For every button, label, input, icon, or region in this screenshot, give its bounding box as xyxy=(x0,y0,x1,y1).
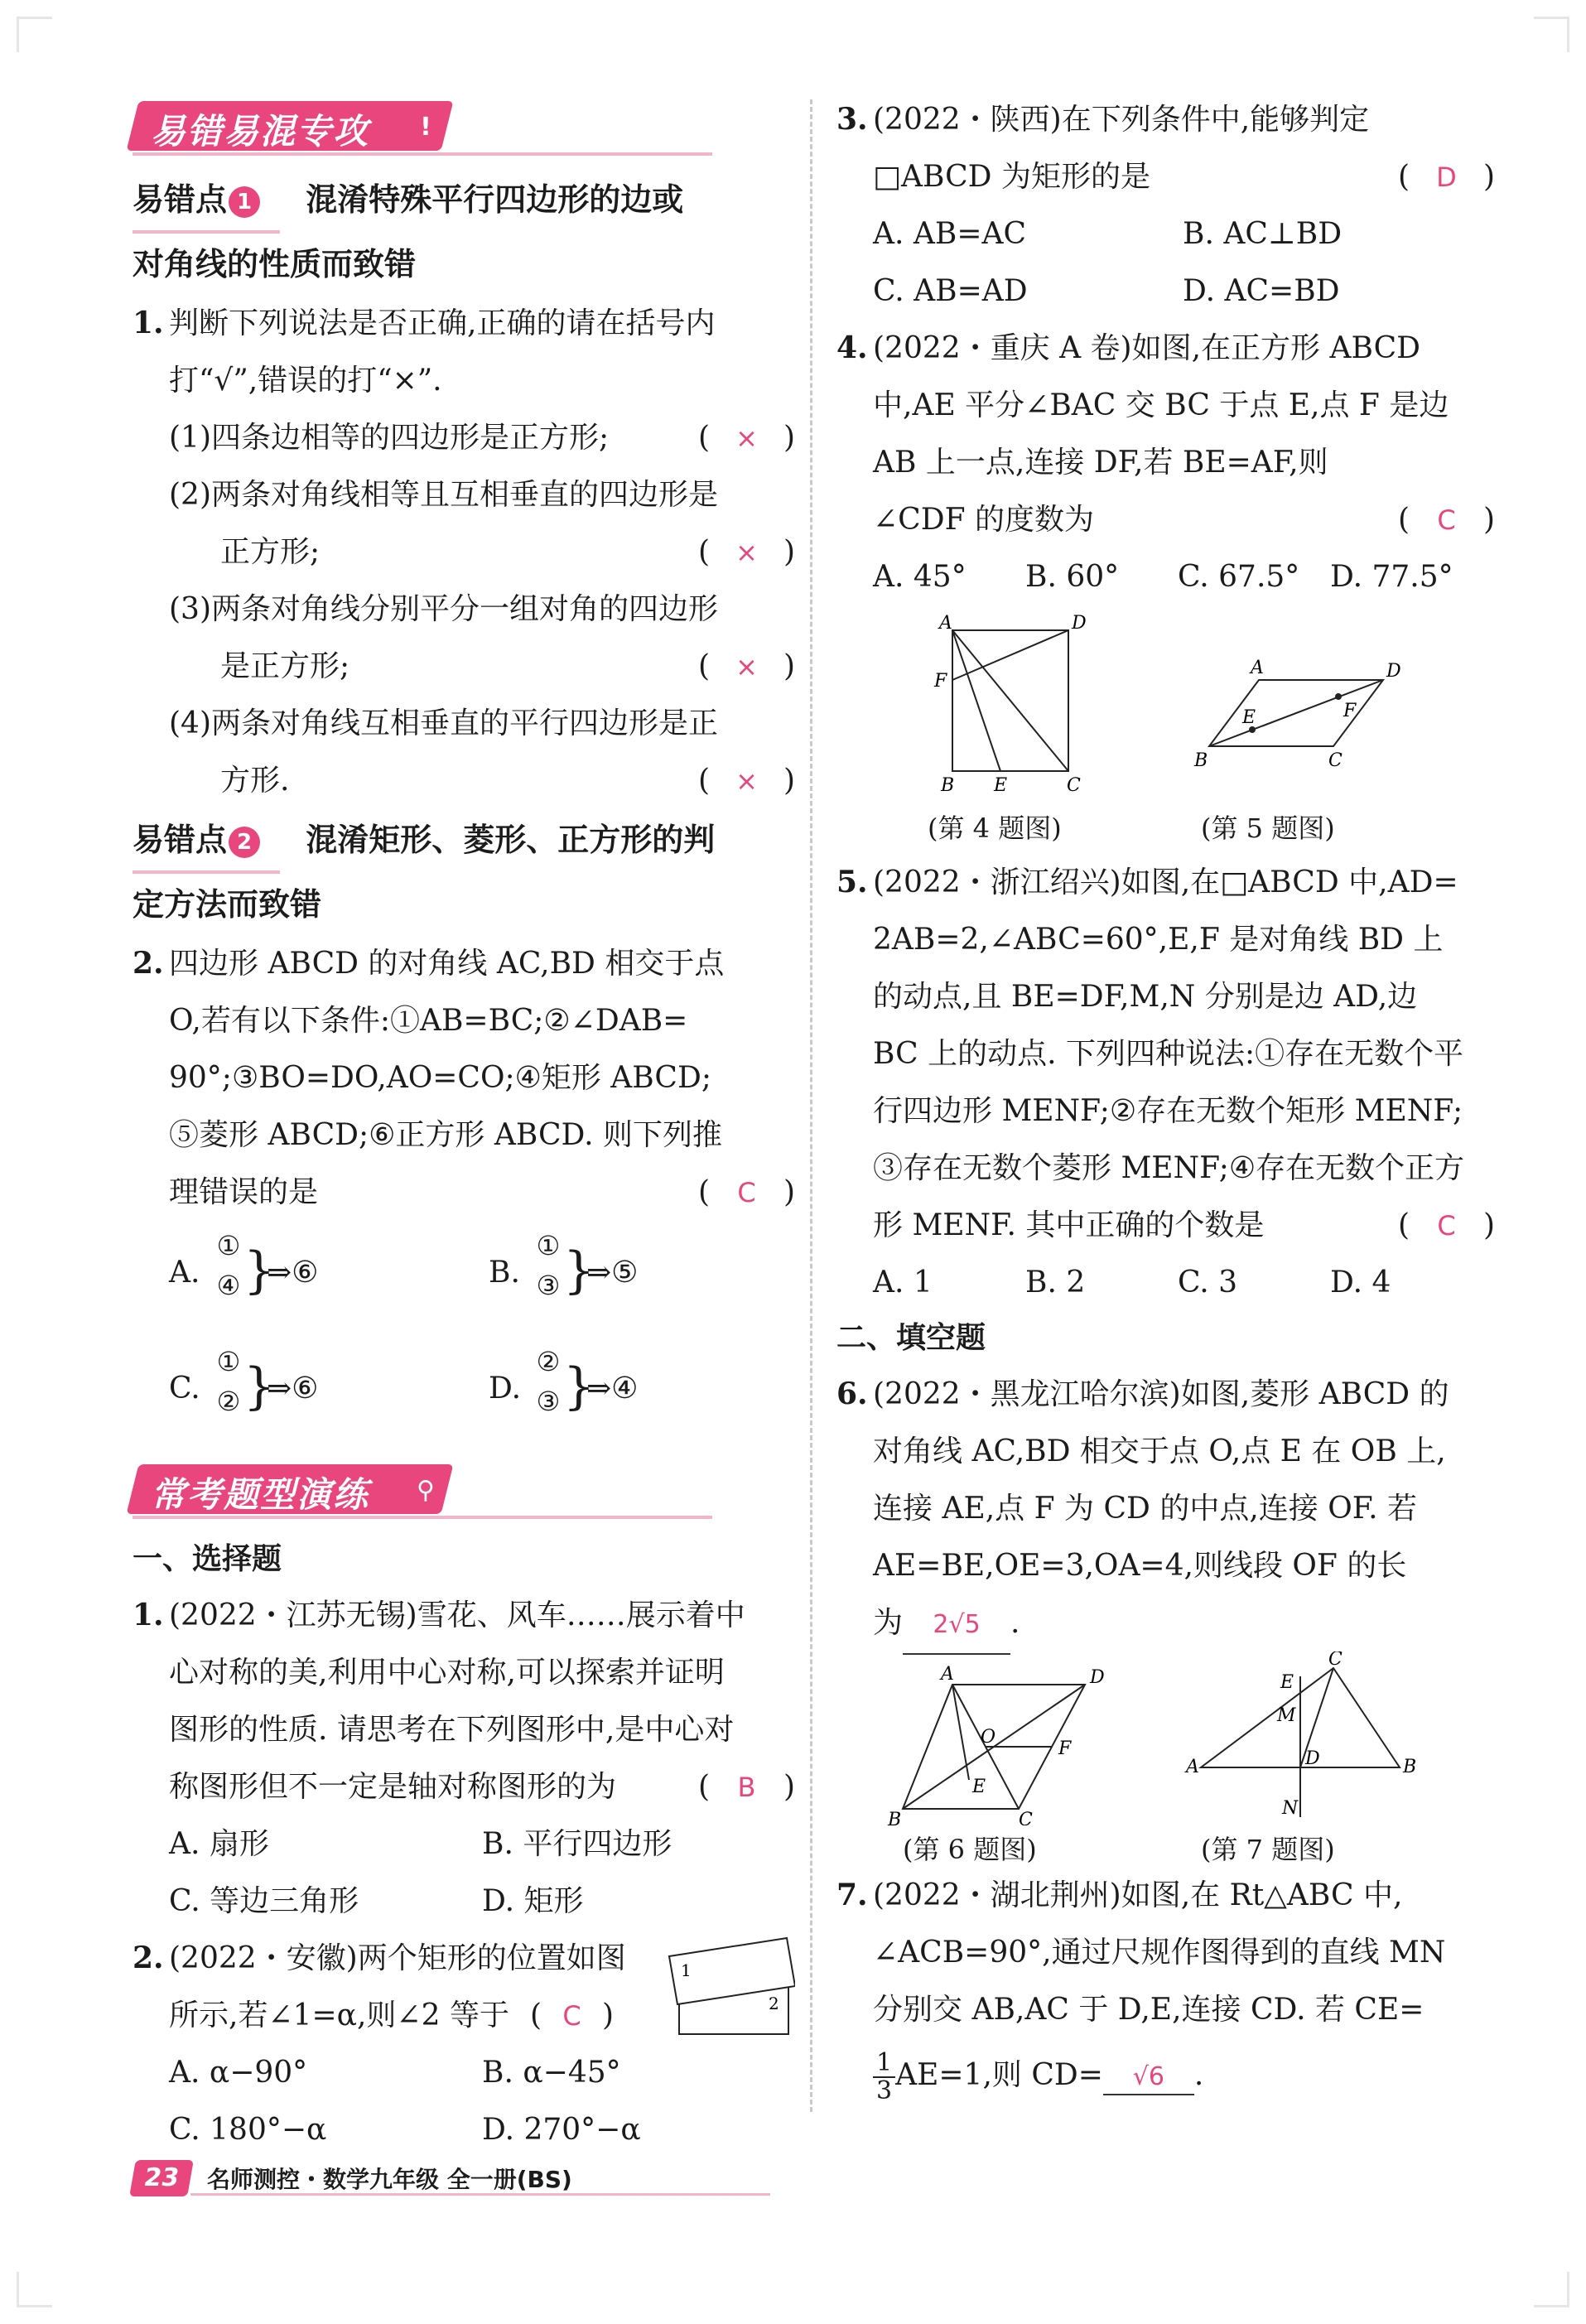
option: B. α−45° xyxy=(482,2056,621,2090)
error-point-badge: 1 xyxy=(229,186,260,218)
option: C. 180°−α xyxy=(169,2113,327,2147)
point-label: O xyxy=(981,1727,996,1748)
judge-item-cont: 方形. ( × ) xyxy=(220,764,795,798)
option: C. 等边三角形 xyxy=(169,1884,359,1918)
option: C. 3 xyxy=(1178,1266,1238,1299)
question-text: 中,AE 平分∠BAC 交 BC 于点 E,点 F 是边 xyxy=(873,388,1449,422)
options-row xyxy=(836,548,1495,605)
point-label: D xyxy=(1072,614,1087,634)
question-text: 的动点,且 BE=DF,M,N 分别是边 AD,边 xyxy=(873,980,1418,1014)
crop-mark xyxy=(17,17,52,52)
question-text: ⑤菱形 ABCD;⑥正方形 ABCD. 则下列推 xyxy=(169,1118,722,1152)
error-point-1-title-cont: 对角线的性质而致错 xyxy=(133,246,417,282)
judge-item: (4)两条对角线互相垂直的平行四边形是正 xyxy=(169,706,718,740)
crop-mark xyxy=(1534,2272,1569,2307)
options-row xyxy=(133,1815,795,1873)
question-text: 对角线 AC,BD 相交于点 O,点 E 在 OB 上, xyxy=(873,1434,1446,1468)
question-l1: 1. 判断下列说法是否正确,正确的请在括号内 xyxy=(133,306,716,340)
question-text: 理错误的是 ( C ) xyxy=(169,1175,795,1209)
point-label: D xyxy=(1305,1748,1320,1769)
answer-blank: √6 xyxy=(1103,2061,1194,2095)
brace-options-row: A. ① ④ } ⇒⑥ B. ① ③ } ⇒⑤ xyxy=(169,1230,639,1301)
option: D. 4 xyxy=(1330,1266,1391,1299)
point-label: E xyxy=(972,1777,986,1797)
judge-item: (3)两条对角线分别平分一组对角的四边形 xyxy=(169,592,718,626)
question-text: 所示,若∠1=α,则∠2 等于 ( C ) xyxy=(169,1999,614,2032)
angle-label: 1 xyxy=(681,1960,692,1980)
brace-options-row: C. ① ② } ⇒⑥ D. ② ③ } ⇒④ xyxy=(169,1346,639,1417)
point-label: E xyxy=(994,775,1008,796)
question-text: 心对称的美,利用中心对称,可以探索并证明 xyxy=(169,1656,725,1690)
question-text: BC 上的动点. 下列四种说法:①存在无数个平 xyxy=(873,1037,1464,1071)
option: B. 60° xyxy=(1025,560,1120,594)
right-column xyxy=(836,91,1495,2113)
judge-item: (2)两条对角线相等且互相垂直的四边形是 xyxy=(169,478,718,512)
rhombus-figure xyxy=(886,1660,1135,1825)
point-label: A xyxy=(1251,658,1264,678)
option: B. AC⊥BD xyxy=(1183,217,1343,251)
point-label: D xyxy=(1386,661,1401,682)
point-label: C xyxy=(1328,1651,1343,1670)
option: D. 77.5° xyxy=(1330,560,1453,594)
point-label: C xyxy=(1019,1810,1033,1825)
option: D. AC=BD xyxy=(1183,274,1340,308)
judge-item: (1)四条边相等的四边形是正方形; ( × ) xyxy=(169,421,795,455)
option: A. AB=AC xyxy=(873,217,1027,251)
question-text: □ABCD 为矩形的是 ( D ) xyxy=(873,160,1495,194)
error-point-2-title: 易错点 2 混淆矩形、菱形、正方形的判 xyxy=(133,809,795,874)
question-l1-text: 打“√”,错误的打“×”. xyxy=(169,364,442,398)
banner-practice-title: 常考题型演练 xyxy=(151,1474,370,1515)
question-p4: 4. (2022・重庆 A 卷)如图,在正方形 ABCD xyxy=(836,330,1421,365)
magnifier-icon: ⚲ xyxy=(406,1471,446,1511)
banner-practice xyxy=(133,1459,795,1521)
question-text: 分别交 AB,AC 于 D,E,连接 CD. 若 CE= xyxy=(873,1993,1425,2027)
question-p6: 6. (2022・黑龙江哈尔滨)如图,菱形 ABCD 的 xyxy=(836,1377,1449,1411)
point-label: B xyxy=(888,1810,902,1825)
question-text: 行四边形 MENF;②存在无数个矩形 MENF; xyxy=(873,1094,1463,1128)
square-figure xyxy=(919,614,1118,796)
question-text: 2AB=2,∠ABC=60°,E,F 是对角线 BD 上 xyxy=(873,923,1444,957)
judge-item-cont: 是正方形; ( × ) xyxy=(220,649,795,683)
point-label: F xyxy=(1343,701,1357,721)
section-title: 二、填空题 xyxy=(836,1321,986,1355)
point-label: M xyxy=(1277,1705,1296,1726)
fraction: $\frac{1}{3}$ xyxy=(873,2050,895,2105)
question-p1: 1. (2022・江苏无锡)雪花、风车……展示着中 xyxy=(133,1598,745,1632)
point-label: C xyxy=(1328,750,1343,771)
question-text: 形 MENF. 其中正确的个数是 ( C ) xyxy=(873,1208,1495,1242)
point-label: N xyxy=(1282,1798,1299,1819)
question-text: 为 2√5 . xyxy=(836,1594,1495,1651)
error-point-1-title: 易错点 1 混淆特殊平行四边形的边或 xyxy=(133,169,795,234)
option: A. 扇形 xyxy=(169,1827,269,1861)
right-triangle-figure xyxy=(1184,1651,1433,1834)
banner-top-title: 易错易混专攻 xyxy=(151,111,370,152)
point-label: C xyxy=(1067,775,1081,796)
figure-caption: (第 4 题图) xyxy=(928,812,1062,844)
section-title: 一、选择题 xyxy=(133,1542,282,1576)
crop-mark xyxy=(1534,17,1569,52)
option: A. α−90° xyxy=(169,2056,308,2090)
option: B. 平行四边形 xyxy=(482,1827,672,1861)
option: A. 1 xyxy=(873,1266,933,1299)
judge-item-cont: 正方形; ( × ) xyxy=(220,535,795,569)
question-p7: 7. (2022・湖北荆州)如图,在 Rt△ABC 中, xyxy=(836,1878,1403,1912)
point-label: F xyxy=(934,671,947,692)
answer-blank: 2√5 xyxy=(903,1596,1010,1655)
column-divider xyxy=(810,99,812,2112)
question-text: 图形的性质. 请思考在下列图形中,是中心对 xyxy=(169,1713,735,1747)
option: B. 2 xyxy=(1025,1266,1086,1299)
options-row xyxy=(133,2101,795,2158)
error-point-2-title-cont: 定方法而致错 xyxy=(133,886,322,923)
option: A. 45° xyxy=(873,560,967,594)
question-p3: 3. (2022・陕西)在下列条件中,能够判定 xyxy=(836,102,1370,137)
footer-text: 名师测控・数学九年级 全一册(BS) xyxy=(207,2166,572,2193)
question-text: 称图形但不一定是轴对称图形的为 ( B ) xyxy=(169,1770,795,1804)
parallelogram-figure xyxy=(1184,655,1433,788)
question-text: ③存在无数个菱形 MENF;④存在无数个正方 xyxy=(873,1151,1465,1185)
point-label: E xyxy=(1242,707,1256,728)
point-label: D xyxy=(1090,1667,1105,1688)
exclamation-icon: ! xyxy=(406,108,446,147)
question-text: 连接 AE,点 F 为 CD 的中点,连接 OF. 若 xyxy=(873,1492,1417,1526)
angle-label: 2 xyxy=(769,1994,779,2013)
point-label: A xyxy=(1186,1757,1199,1777)
options-row xyxy=(836,263,1495,320)
question-text: 90°;③BO=DO,AO=CO;④矩形 ABCD; xyxy=(169,1061,711,1095)
question-text: ∠CDF 的度数为 ( C ) xyxy=(873,503,1495,537)
option: D. 270°−α xyxy=(482,2113,641,2147)
options-row xyxy=(836,1254,1495,1311)
figure-caption: (第 7 题图) xyxy=(1201,1834,1335,1865)
question-l2: 2. 四边形 ABCD 的对角线 AC,BD 相交于点 xyxy=(133,946,725,981)
point-label: A xyxy=(941,1664,954,1685)
crop-mark xyxy=(17,2272,52,2307)
left-column xyxy=(133,91,795,2158)
point-label: B xyxy=(1194,750,1208,771)
option: C. AB=AD xyxy=(873,274,1028,308)
point-label: E xyxy=(1280,1672,1294,1693)
figure-caption: (第 6 题图) xyxy=(903,1834,1037,1865)
options-row xyxy=(133,1873,795,1930)
question-text: ∠ACB=90°,通过尺规作图得到的直线 MN xyxy=(873,1936,1446,1970)
question-text: AB 上一点,连接 DF,若 BE=AF,则 xyxy=(873,446,1328,480)
question-text: AE=BE,OE=3,OA=4,则线段 OF 的长 xyxy=(873,1549,1407,1583)
question-text: $\frac{1}{3}$ AE=1,则 CD= √6 . xyxy=(836,2038,1495,2113)
option: C. 67.5° xyxy=(1178,560,1300,594)
figures-6-7 xyxy=(836,1651,1495,1867)
question-p2: 2. (2022・安徽)两个矩形的位置如图 1 2 xyxy=(133,1930,795,1987)
point-label: B xyxy=(1403,1757,1417,1777)
figures-4-5 xyxy=(836,605,1495,854)
figure-caption: (第 5 题图) xyxy=(1201,812,1335,844)
error-point-badge: 2 xyxy=(229,827,260,858)
point-label: A xyxy=(939,614,952,634)
point-label: F xyxy=(1058,1738,1072,1759)
question-text: O,若有以下条件:①AB=BC;②∠DAB= xyxy=(169,1004,688,1038)
options-row xyxy=(133,2044,795,2101)
page-number: 23 xyxy=(129,2160,194,2196)
question-p5: 5. (2022・浙江绍兴)如图,在□ABCD 中,AD= xyxy=(836,865,1458,899)
point-label: B xyxy=(941,775,955,796)
options-row xyxy=(836,205,1495,263)
footer xyxy=(133,2160,762,2196)
option: D. 矩形 xyxy=(482,1884,584,1918)
banner-top xyxy=(133,96,795,157)
